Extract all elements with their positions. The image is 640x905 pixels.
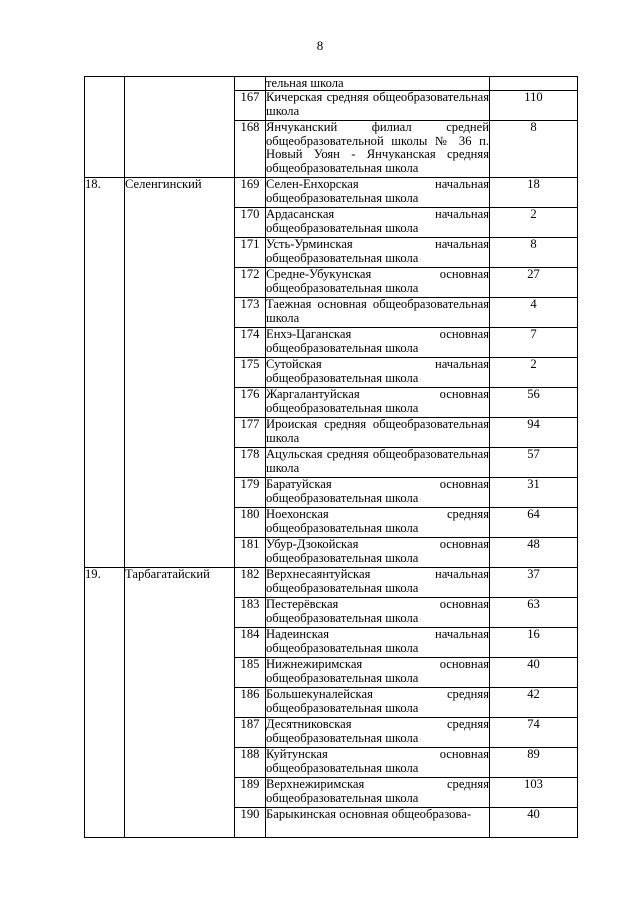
school-number: 187 (235, 718, 266, 748)
district-number: 19. (85, 568, 125, 838)
table-row (85, 77, 578, 91)
school-number: 171 (235, 238, 266, 268)
student-count: 103 (490, 778, 578, 808)
student-count: 48 (490, 538, 578, 568)
student-count: 8 (490, 121, 578, 178)
school-name: Ардасанская начальная общеобразовательная школа (266, 208, 490, 238)
student-count: 18 (490, 178, 578, 208)
student-count: 40 (490, 658, 578, 688)
student-count: 7 (490, 328, 578, 358)
student-count: 8 (490, 238, 578, 268)
school-number: 179 (235, 478, 266, 508)
district-number (85, 77, 125, 178)
student-count: 40 (490, 808, 578, 838)
school-number: 182 (235, 568, 266, 598)
student-count: 16 (490, 628, 578, 658)
school-number: 185 (235, 658, 266, 688)
student-count: 2 (490, 208, 578, 238)
student-count: 2 (490, 358, 578, 388)
school-number: 190 (235, 808, 266, 838)
school-number: 177 (235, 418, 266, 448)
student-count: 64 (490, 508, 578, 538)
school-name: Сутойская начальная общеобразовательная школа (266, 358, 490, 388)
school-name: Жаргалантуйская основная общеобразовательная школа (266, 388, 490, 418)
table-row (85, 178, 578, 208)
school-name: Ноехонская средняя общеобразовательная школа (266, 508, 490, 538)
student-count: 89 (490, 748, 578, 778)
school-name: Верхнесаянтуйская начальная общеобразовательная школа (266, 568, 490, 598)
school-name: Верхнежиримская средняя общеобразовательная школа (266, 778, 490, 808)
school-name: тельная школа (266, 77, 490, 91)
school-number: 188 (235, 748, 266, 778)
school-number: 180 (235, 508, 266, 538)
school-number: 173 (235, 298, 266, 328)
school-name: Куйтунская основная общеобразовательная школа (266, 748, 490, 778)
school-name: Усть-Урминская начальная общеобразовательная школа (266, 238, 490, 268)
school-number: 174 (235, 328, 266, 358)
school-number: 169 (235, 178, 266, 208)
school-number: 176 (235, 388, 266, 418)
student-count: 42 (490, 688, 578, 718)
student-count: 4 (490, 298, 578, 328)
school-number: 186 (235, 688, 266, 718)
school-number (235, 77, 266, 91)
school-number: 167 (235, 91, 266, 121)
school-number: 184 (235, 628, 266, 658)
student-count: 27 (490, 268, 578, 298)
school-name: Кичерская средняя общеобразовательная школа (266, 91, 490, 121)
student-count: 94 (490, 418, 578, 448)
school-name: Барыкинская основная общеобразова- (266, 808, 490, 838)
school-name: Убур-Дзокойская основная общеобразовательная школа (266, 538, 490, 568)
table-row (85, 568, 578, 598)
student-count: 74 (490, 718, 578, 748)
student-count: 37 (490, 568, 578, 598)
school-name: Ироиская средняя общеобразовательная школа (266, 418, 490, 448)
school-name: Пестерёвская основная общеобразовательная школа (266, 598, 490, 628)
school-name: Баратуйская основная общеобразовательная школа (266, 478, 490, 508)
student-count: 110 (490, 91, 578, 121)
school-number: 172 (235, 268, 266, 298)
student-count: 63 (490, 598, 578, 628)
district-name (125, 77, 235, 178)
student-count (490, 77, 578, 91)
schools-table (84, 76, 578, 838)
school-number: 181 (235, 538, 266, 568)
school-number: 183 (235, 598, 266, 628)
school-name: Ацульская средняя общеобразовательная школа (266, 448, 490, 478)
school-name: Таежная основная общеобразовательная школа (266, 298, 490, 328)
student-count: 56 (490, 388, 578, 418)
school-number: 170 (235, 208, 266, 238)
school-name: Десятниковская средняя общеобразовательная школа (266, 718, 490, 748)
school-number: 178 (235, 448, 266, 478)
school-number: 168 (235, 121, 266, 178)
school-name: Большекуналейская средняя общеобразовательная школа (266, 688, 490, 718)
student-count: 57 (490, 448, 578, 478)
district-number: 18. (85, 178, 125, 568)
school-name: Надеинская начальная общеобразовательная школа (266, 628, 490, 658)
school-number: 189 (235, 778, 266, 808)
school-name: Средне-Убукунская основная общеобразовательная школа (266, 268, 490, 298)
school-name: Селен-Енхорская начальная общеобразовательная школа (266, 178, 490, 208)
page-number: 8 (316, 38, 324, 53)
student-count: 31 (490, 478, 578, 508)
school-name: Нижнежиримская основная общеобразовательная школа (266, 658, 490, 688)
school-name: Енхэ-Цаганская основная общеобразовательная школа (266, 328, 490, 358)
district-name: Селенгинский (125, 178, 235, 568)
school-name: Янчуканский филиал средней общеобразовательной школы № 36 п. Новый Уоян - Янчуканская средняя общеобразовательная школа (266, 121, 490, 178)
school-number: 175 (235, 358, 266, 388)
district-name: Тарбагатайский (125, 568, 235, 838)
